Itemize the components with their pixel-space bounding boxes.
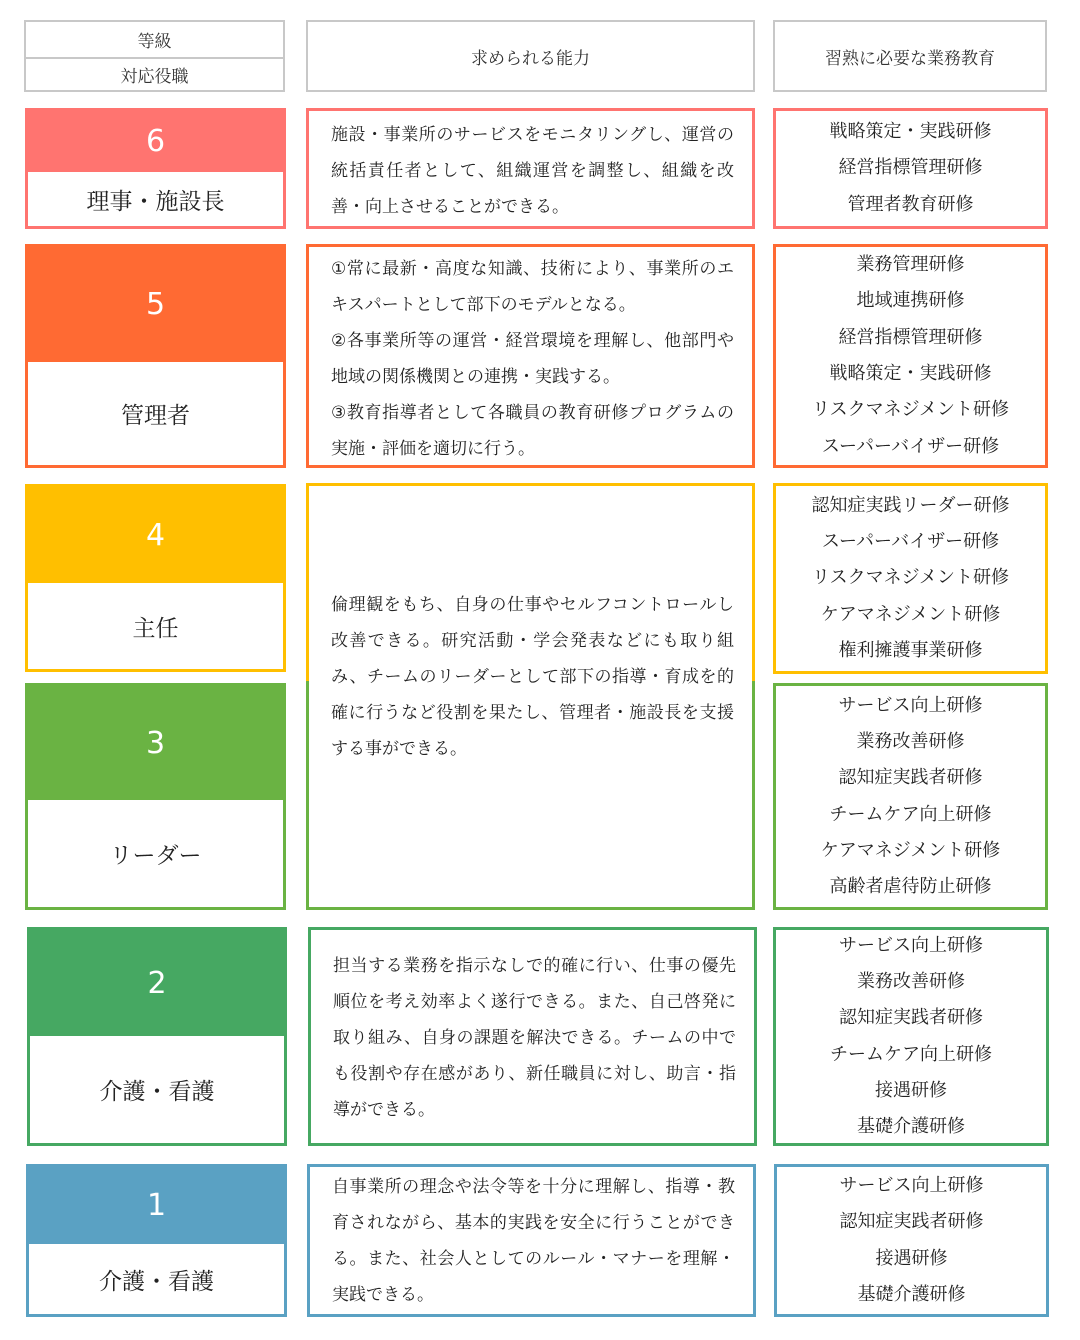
- training-item: 地域連携研修: [856, 290, 965, 312]
- training-list-2: [773, 927, 1049, 1146]
- role-name: 管理者: [28, 362, 283, 465]
- grade-number: 6: [28, 111, 283, 172]
- grade-header-label: 等級: [26, 22, 283, 59]
- training-item: チームケア向上研修: [830, 1043, 992, 1065]
- grade-number: 1: [29, 1167, 284, 1244]
- training-list-6: [773, 108, 1048, 229]
- grade-4-card: [25, 484, 286, 672]
- training-item: サービス向上研修: [838, 694, 983, 716]
- training-item: 基礎介護研修: [857, 1283, 966, 1305]
- grade-role-header: [24, 20, 285, 92]
- training-item: 認知症実践者研修: [839, 1211, 984, 1233]
- grade-number: 5: [28, 247, 283, 362]
- ability-description-1: [307, 1164, 756, 1317]
- training-item: 接遇研修: [875, 1079, 947, 1101]
- role-name: 介護・看護: [29, 1244, 284, 1314]
- training-item: サービス向上研修: [839, 934, 983, 956]
- training-list-1: [774, 1164, 1049, 1317]
- role-header-label: 対応役職: [120, 67, 189, 87]
- grade-1-card: [26, 1164, 287, 1317]
- training-item: 経営指標管理研修: [838, 326, 983, 348]
- grade-2-card: [27, 927, 287, 1146]
- ability-description-2: [308, 927, 757, 1146]
- training-item: スーパーバイザー研修: [821, 531, 1000, 553]
- training-item: ケアマネジメント研修: [820, 603, 1001, 625]
- ability-text: 自事業所の理念や法令等を十分に理解し、指導・教育されながら、基本的実践を安全に行うことができる。また、社会人としてのルール・マナーを理解・実践できる。: [332, 1177, 735, 1305]
- role-name: 主任: [28, 583, 283, 669]
- ability-text: ①常に最新・高度な知識、技術により、事業所のエキスパートとして部下のモデルとなる。: [331, 259, 734, 315]
- training-item: 接遇研修: [875, 1247, 948, 1269]
- training-item: 認知症実践者研修: [839, 1007, 983, 1029]
- training-list-3: [773, 683, 1048, 910]
- training-item: リスクマネジメント研修: [811, 567, 1010, 589]
- ability-header: 求められる能力: [306, 20, 755, 92]
- ability-text: ②各事業所等の運営・経営環境を理解し、他部門や地域の関係機関との連携・実践する。: [331, 331, 734, 387]
- training-item: 業務改善研修: [857, 970, 965, 992]
- training-item: 戦略策定・実践研修: [829, 121, 992, 143]
- training-item: 認知症実践者研修: [838, 767, 983, 789]
- ability-description-6: [306, 108, 755, 229]
- training-item: 基礎介護研修: [857, 1116, 965, 1138]
- training-item: 高齢者虐待防止研修: [829, 876, 992, 898]
- training-item: 業務管理研修: [856, 254, 965, 276]
- training-item: サービス向上研修: [839, 1174, 984, 1196]
- training-list-5: [773, 244, 1048, 468]
- training-item: 業務改善研修: [856, 730, 965, 752]
- ability-description-4-3: [306, 483, 755, 910]
- training-item: 戦略策定・実践研修: [829, 363, 992, 384]
- training-item: チームケア向上研修: [829, 803, 992, 825]
- ability-text: 施設・事業所のサービスをモニタリングし、運営の統括責任者として、組織運営を調整し、組織を改善・向上させることができる。: [331, 125, 734, 217]
- training-item: 管理者教育研修: [847, 193, 974, 215]
- grade-number: 2: [30, 930, 284, 1036]
- ability-text: 倫理観をもち、自身の仕事やセルフコントロールし改善できる。研究活動・学会発表などにも取り組み、チームのリーダーとして部下の指導・育成を的確に行うなど役割を果たし、管理者・施設長を支援する事ができる。: [331, 594, 734, 759]
- role-name: リーダー: [28, 800, 283, 907]
- grade-3-card: [25, 683, 286, 910]
- ability-text: 担当する業務を指示なしで的確に行い、仕事の優先順位を考え効率よく遂行できる。また、自己啓発に取り組み、自身の課題を解決できる。チームの中でも役割や存在感があり、新任職員に対し、助言・指導ができる。: [333, 956, 736, 1120]
- training-item: ケアマネジメント研修: [820, 839, 1001, 861]
- training-header: 習熟に必要な業務教育: [773, 20, 1047, 92]
- training-list-4: [773, 483, 1048, 674]
- training-item: 認知症実践リーダー研修: [811, 494, 1010, 516]
- training-item: 経営指標管理研修: [838, 157, 983, 179]
- grade-6-card: [25, 108, 286, 229]
- ability-text: ③教育指導者として各職員の教育研修プログラムの実施・評価を適切に行う。: [331, 403, 734, 459]
- role-name: 理事・施設長: [28, 172, 283, 226]
- training-item: リスクマネジメント研修: [811, 399, 1010, 421]
- grade-5-card: [25, 244, 286, 468]
- grade-number: 3: [28, 686, 283, 800]
- role-name: 介護・看護: [30, 1036, 284, 1143]
- ability-description-5: [306, 244, 755, 468]
- grade-number: 4: [28, 487, 283, 583]
- training-item: 権利擁護事業研修: [838, 639, 983, 661]
- training-item: スーパーバイザー研修: [821, 435, 1000, 457]
